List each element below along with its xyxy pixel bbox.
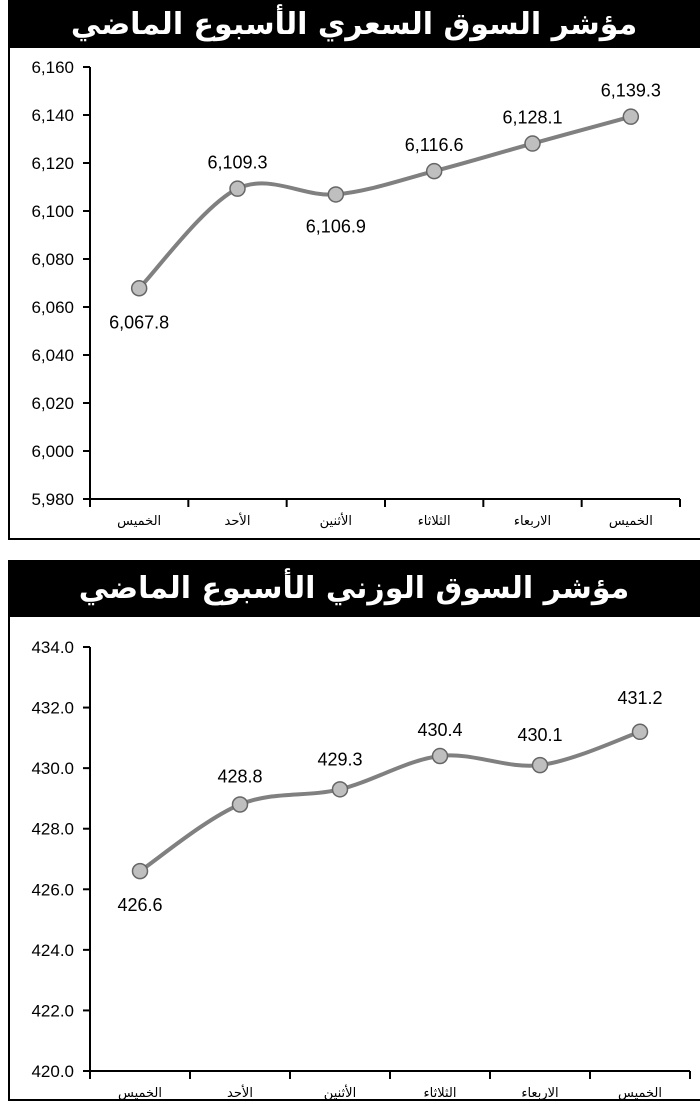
data-point-marker: [525, 136, 540, 151]
series-line: [139, 117, 631, 289]
x-category-label: الخميس: [608, 514, 653, 529]
data-point-marker: [230, 181, 245, 196]
data-label: 6,067.8: [109, 312, 170, 333]
data-label: 6,116.6: [404, 135, 464, 156]
data-point-marker: [132, 281, 147, 296]
data-label: 429.3: [317, 749, 363, 770]
x-category-label: الأحد: [224, 514, 251, 529]
series-line: [140, 732, 640, 871]
y-tick-label: 422.0: [31, 1001, 74, 1021]
y-tick-label: 426.0: [31, 880, 74, 900]
data-label: 6,139.3: [600, 80, 661, 101]
data-label: 430.1: [517, 725, 563, 746]
data-point-marker: [133, 864, 148, 879]
price-index-chart-panel: [0, 0, 700, 540]
y-tick-label: 6,000: [31, 442, 74, 461]
x-category-label: الأحد: [227, 1086, 253, 1101]
weighted-index-chart-panel: [0, 560, 700, 1101]
y-tick-label: 6,040: [31, 346, 74, 365]
data-label: 430.4: [417, 720, 463, 741]
data-label: 6,128.1: [502, 107, 563, 128]
y-tick-label: 434.0: [31, 638, 74, 657]
x-category-label: الأثنين: [319, 514, 353, 529]
y-tick-label: 428.0: [31, 819, 74, 839]
price-index-chart-title: مؤشر السوق السعري الأسبوع الماضي: [8, 0, 700, 48]
data-point-marker: [433, 749, 448, 764]
y-tick-label: 424.0: [31, 940, 74, 960]
y-tick-label: 432.0: [31, 698, 74, 718]
x-category-label: الاربعاء: [513, 514, 552, 529]
data-point-marker: [633, 724, 648, 739]
data-label: 426.6: [117, 895, 163, 916]
data-point-marker: [333, 782, 348, 797]
data-point-marker: [233, 797, 248, 812]
data-point-marker: [623, 109, 638, 124]
weighted-index-chart-title: مؤشر السوق الوزني الأسبوع الماضي: [8, 560, 700, 617]
x-category-label: الخميس: [118, 1086, 162, 1101]
x-category-label: الثلاثاء: [417, 514, 451, 529]
y-tick-label: 6,160: [31, 58, 74, 77]
data-point-marker: [533, 758, 548, 773]
y-tick-label: 6,020: [31, 394, 74, 413]
y-tick-label: 6,080: [31, 250, 74, 269]
x-category-label: الخميس: [618, 1086, 662, 1101]
price-index-line-chart: [0, 0, 700, 540]
x-category-label: الخميس: [117, 514, 162, 529]
weighted-index-line-chart: [0, 560, 700, 1101]
y-tick-label: 6,100: [31, 202, 74, 221]
y-tick-label: 420.0: [31, 1062, 74, 1081]
y-tick-label: 6,120: [31, 154, 74, 173]
x-category-label: الأثنين: [323, 1086, 357, 1101]
y-tick-label: 5,980: [31, 490, 74, 509]
data-label: 428.8: [217, 766, 263, 787]
data-point-marker: [328, 187, 343, 202]
data-label: 6,109.3: [207, 152, 268, 173]
y-tick-label: 430.0: [31, 759, 74, 779]
x-category-label: الاربعاء: [521, 1086, 559, 1101]
x-category-label: الثلاثاء: [423, 1086, 457, 1101]
y-tick-label: 6,060: [31, 298, 74, 317]
data-label: 6,106.9: [305, 216, 366, 237]
y-tick-label: 6,140: [31, 106, 74, 125]
data-label: 431.2: [617, 687, 663, 708]
data-point-marker: [427, 164, 442, 179]
